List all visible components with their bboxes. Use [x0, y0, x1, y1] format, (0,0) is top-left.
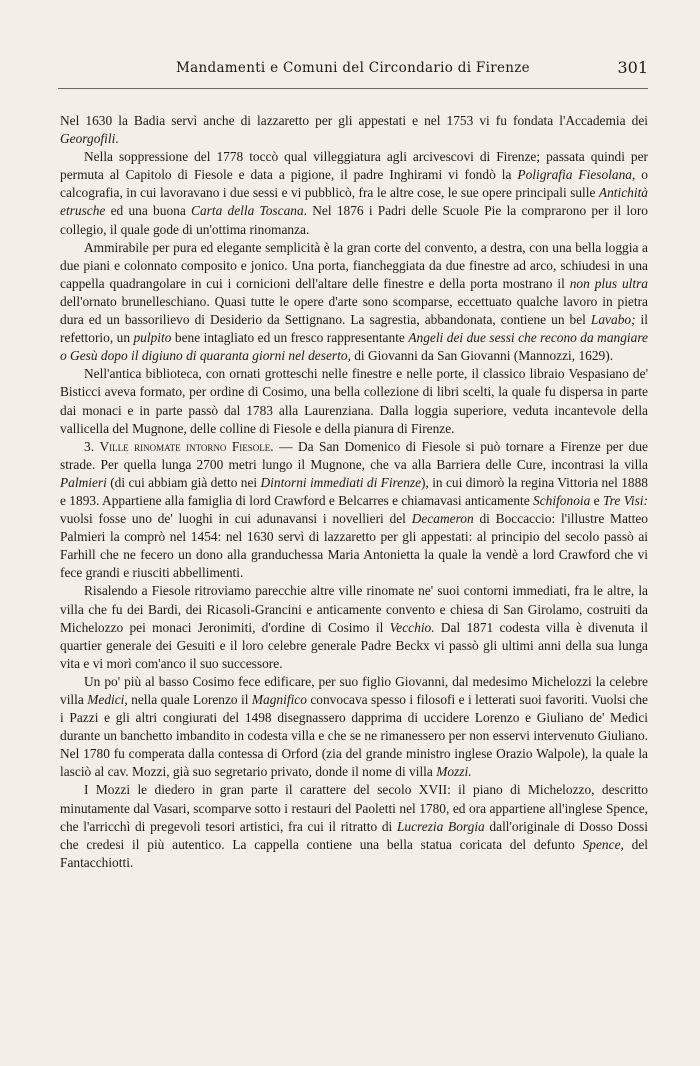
- italic-term: Magnifico: [251, 692, 307, 707]
- text-run: il refettorio, un: [60, 312, 649, 346]
- text-run: ed una buona: [105, 203, 192, 219]
- text-run: Dal 1871 codesta villa è divenuta il quartier generale dei Gesuiti e il loro celebre generale Padre Beckx vi passò gli ultimi anni della sua lunga vita e vi morì com'anco il suo successore.: [60, 619, 648, 671]
- text-run: dell'ornato brunelleschiano. Quasi tutte le opere d'arte sono scomparse, eccettuato qualche lavoro in pietra dura ed un bassorilievo di Desiderio da Settignano. La sagrestia, abbandonata, contiene un bel: [60, 293, 648, 328]
- text-run: (di cui abbiam già detto nei: [106, 474, 261, 490]
- text-run: dall'originale di Dosso Dossi che credesi il più autentico. La cappella contiene una bella statua coricata del defunto: [60, 818, 648, 852]
- text-run: Nel 1630 la Badia servì anche di lazzaretto per gli appestati e nel 1753 vi fu fondata l'Accademia dei: [60, 113, 648, 128]
- text-run: , nella quale Lorenzo il: [124, 692, 252, 707]
- text-run: di Boccaccio: l'illustre Matteo Palmieri la comprò nel 1454: nel 1630 servì di lazzaretto per gli appestati: al principio del secolo passò ai Farhill che ne fecero un dono alla granduchessa Maria Antonietta la quale la vendè a lord Crawford che vi fece grandi e riusciti abbellimenti.: [60, 511, 648, 581]
- paragraph-5: [60, 438, 648, 583]
- section-heading: Ville rinomate intorno Fiesole.: [99, 438, 274, 454]
- text-run: bene intagliato ed un fresco rappresentante: [171, 330, 409, 346]
- italic-term: Dintorni immediati di Firenze: [260, 474, 422, 490]
- body-text: [60, 112, 648, 872]
- text-run: convocava spesso i filosofi e i letterati suoi favoriti. Vuolsi che i Pazzi e gli altri congiurati del 1498 disegnassero dapprima di uccidere Lorenzo e Giuliano de' Medici durante un banchetto imbandito in codesta villa e che se ne rimanessero per non esservi intervenuto Giuliano. Nel 1780 fu comperata dalla contessa di Orford (zia del grande ministro inglese Orazio Walpole), la quale la lasciò al cav. Mozzi, già suo segretario privato, donde il nome di villa: [60, 692, 648, 780]
- text-run: di Giovanni da San Giovanni (Mannozzi, 1629).: [350, 348, 614, 364]
- italic-term: Lavabo;: [590, 312, 636, 328]
- section-number: 3.: [84, 438, 100, 454]
- page-number: 301: [617, 58, 648, 77]
- running-title: Mandamenti e Comuni del Circondario di Firenze: [176, 60, 530, 76]
- italic-term: Palmieri: [60, 474, 107, 490]
- italic-term: Medici: [87, 692, 125, 707]
- italic-term: Lucrezia Borgia: [396, 818, 485, 834]
- text-run: del Fantacchiotti.: [60, 836, 648, 870]
- text-run: I Mozzi le diedero in gran parte il carattere del secolo XVII: il piano di Michelozzo, descritto minutamente dal Vasari, scomparve sotto i restauri del Paoletti nel 1780, ed ora appartiene all'inglese Spence, che l'arricchì di pregevoli tesori artistici, fra cui il ritratto di: [60, 782, 648, 834]
- text-run: — Da San Domenico di Fiesole si può tornare a Firenze per due strade. Per quella lunga 2700 metri lungo il Mugnone, che va alla Barriera delle Cure, incontrasi la villa: [60, 438, 649, 472]
- italic-term: Antichità etrusche: [60, 185, 648, 219]
- paragraph-3: [60, 239, 648, 366]
- italic-term: Carta della Toscana: [191, 203, 304, 219]
- text-run: . Nel 1876 i Padri delle Scuole Pie la comprarono per il loro collegio, il quale gode di un'ottima rinomanza.: [60, 203, 648, 237]
- running-head: [58, 60, 648, 82]
- italic-term: Poligrafia Fiesolana: [517, 167, 632, 183]
- italic-term: Decameron: [411, 511, 474, 527]
- paragraph-4: [60, 365, 648, 437]
- paragraph-1: [60, 112, 648, 148]
- italic-term: Vecchio.: [389, 619, 435, 635]
- paragraph-8: [60, 781, 648, 871]
- header-rule: [58, 88, 648, 89]
- italic-term: pulpito: [133, 330, 172, 346]
- text-run: Nella soppressione del 1778 toccò qual villeggiatura agli arcivescovi di Firenze; passata quindi per permuta al Capitolo di Fiesole e data a pigione, il padre Inghirami vi fondò la: [60, 149, 648, 183]
- text-run: Un po' più al basso Cosimo fece edificare, per suo figlio Giovanni, dal medesimo Michelozzi la celebre villa: [60, 673, 648, 707]
- text-run: Ammirabile per pura ed elegante semplicità è la gran corte del convento, a destra, con una bella loggia a due piani e colonnato composito e jonico. Una porta, fiancheggiata da due finestre ad arco, schiudesi in una cappella quadrangolare in cui i cornicioni dell'altare delle finestre e della porta mostrano il: [60, 239, 648, 291]
- text-run: , o calcografia, in cui lavoravano i due sessi e vi pubblicò, fra le altre cose, le sue opere principali sulle: [60, 167, 649, 201]
- italic-term: Georgofili: [60, 131, 116, 147]
- italic-term: non plus ultra: [569, 275, 648, 291]
- italic-term: Schifonoia: [533, 492, 591, 508]
- text-run: ), in cui dimorò la regina Vittoria nel 1888 e 1893. Appartiene alla famiglia di lord Crawford e Belcarres e chiamavasi anticamente: [60, 474, 648, 508]
- text-run: .: [115, 131, 119, 147]
- text-run: vuolsi fosse uno de' luoghi in cui adunavansi i novellieri del: [60, 511, 412, 527]
- paragraph-2: [60, 148, 648, 238]
- paragraph-7: [60, 673, 648, 782]
- text-run: e: [590, 492, 603, 508]
- italic-term: Tre Visi:: [602, 492, 648, 508]
- paragraph-6: [60, 582, 648, 672]
- text-run: Risalendo a Fiesole ritroviamo parecchie altre ville rinomate ne' suoi contorni immediati, fra le altre, la villa che fu dei Bardi, dei Ricasoli-Grancini e anticamente convento e chiesa di San Girolamo, costruiti da Michelozzo pei monaci Jeronimiti, d'ordine di Cosimo il: [60, 583, 648, 635]
- italic-term: Mozzi.: [436, 764, 472, 780]
- italic-term: Spence,: [582, 836, 624, 852]
- italic-term: Angeli dei due sessi che recono da mangiare o Gesù dopo il digiuno di quaranta giorni nel deserto,: [60, 330, 648, 364]
- text-run: Nell'antica biblioteca, con ornati grotteschi nelle finestre e nelle porte, il classico libraio Vespasiano de' Bisticci aveva formato, per ordine di Cosimo, una bella collezione di libri scelti, la quale fu dispersa in parte dai monaci e in parte passò dal 1783 alla Laurenziana. Dalla loggia superiore, veduta incantevole della vallicella del Mugnone, delle colline di Fiesole e della pianura di Firenze.: [60, 366, 648, 436]
